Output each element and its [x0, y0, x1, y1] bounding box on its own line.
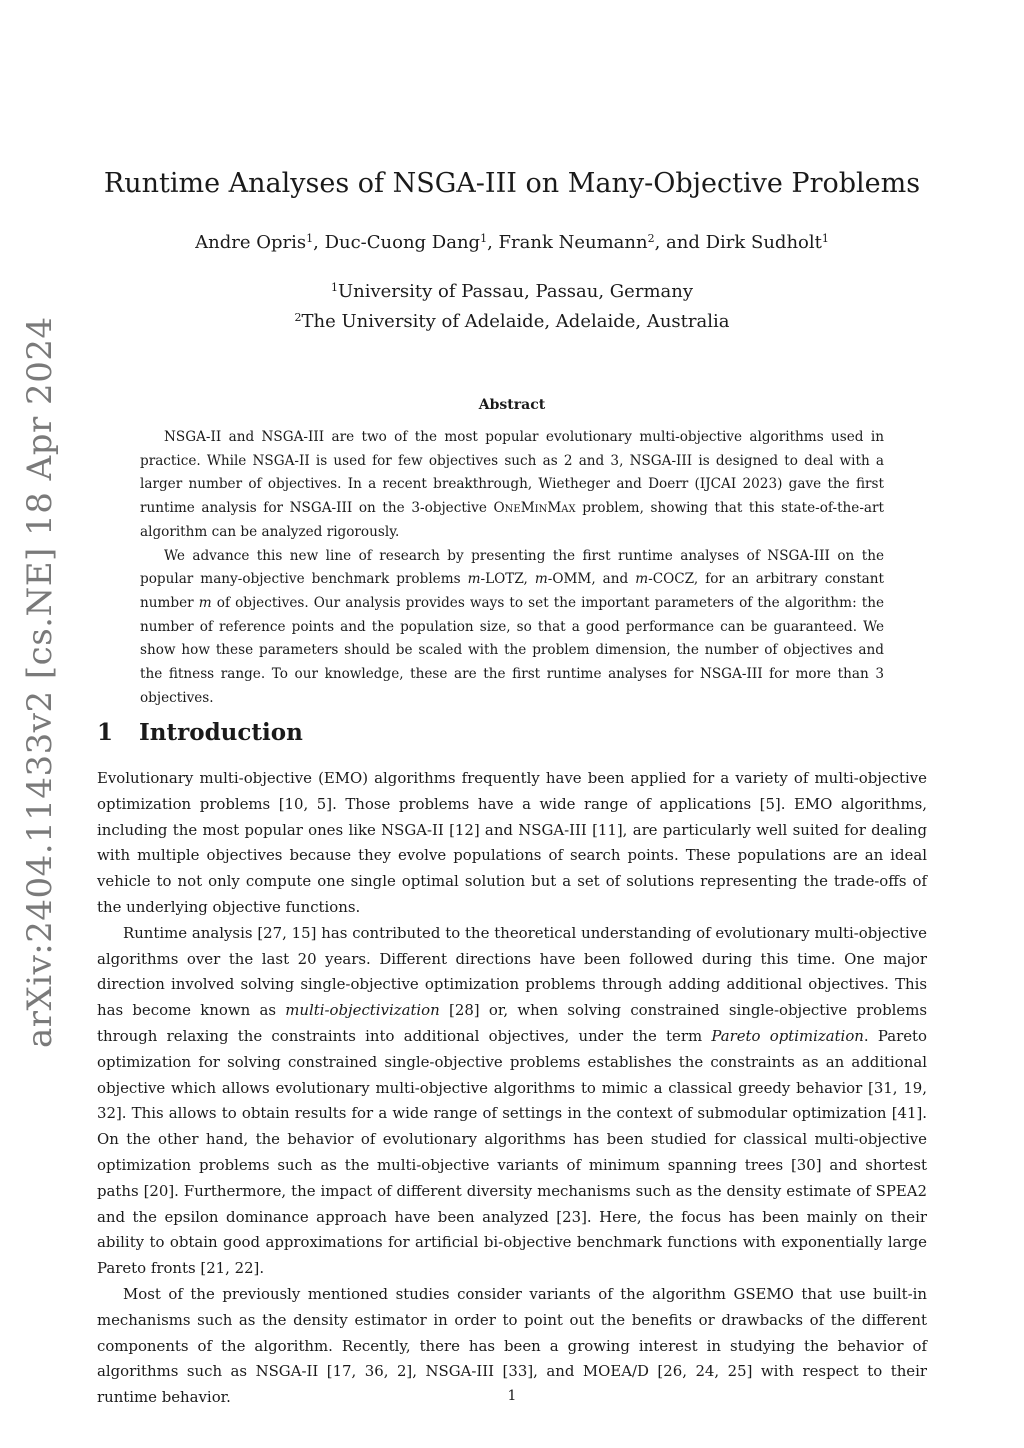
- affiliation-mark: 1: [330, 281, 338, 294]
- abstract-paragraph: NSGA-II and NSGA-III are two of the most popular evolutionary multi-objective algorithms used in practice. While NSGA-II is used for few objectives such as 2 and 3, NSGA-III is designed to deal with a larger number of objectives. In a recent breakthrough, Wietheger and Doerr (IJCAI 2023) gave the first runtime analysis for NSGA-III on the 3-objective OneMinMax problem, showing that this state-of-the-art algorithm can be analyzed rigorously.: [140, 429, 884, 540]
- affiliation-text: University of Passau, Passau, Germany: [337, 281, 694, 302]
- section-heading: [97, 719, 303, 746]
- section-title: Introduction: [139, 719, 303, 746]
- affiliation-1: [0, 281, 1024, 302]
- abstract-paragraph: We advance this new line of research by presenting the first runtime analyses of NSGA-III on the popular many-objective benchmark problems m-LOTZ, m-OMM, and m-COCZ, for an arbitrary constant number m of objectives. Our analysis provides ways to set the important parameters of the algorithm: the number of reference points and the population size, so that a good performance can be guaranteed. We show how these parameters should be scaled with the problem dimension, the number of objectives and the fitness range. To our knowledge, these are the first runtime analyses for NSGA-III for more than 3 objectives.: [140, 547, 885, 706]
- section-number: 1: [97, 719, 114, 746]
- emphasis: multi-objectivization: [285, 1001, 440, 1020]
- body-paragraph: Most of the previously mentioned studies consider variants of the algorithm GSEMO that use built-in mechanisms such as the density estimator in order to point out the benefits or drawbacks of the different components of the algorithm. Recently, there has been a growing interest in studying the behavior of algorithms such as NSGA-II [17, 36, 2], NSGA-III [33], and MOEA/D [26, 24, 25] with respect to their runtime behavior.: [97, 1284, 927, 1407]
- author-name: Frank Neumann: [498, 232, 648, 253]
- affiliation-mark: 2: [294, 311, 302, 324]
- math-var: m: [198, 594, 212, 611]
- body-paragraph: Evolutionary multi-objective (EMO) algorithms frequently have been applied for a variety of multi-objective optimization problems [10, 5]. Those problems have a wide range of applications [5]. EMO algorithms, including the most popular ones like NSGA-II [12] and NSGA-III [11], are particularly well suited for dealing with multiple objectives because they evolve populations of search points. These populations are an ideal vehicle to not only compute one single optimal solution but a set of solutions representing the trade-offs of the underlying objective functions.: [97, 769, 927, 916]
- author-name: Andre Opris: [195, 232, 307, 253]
- author-affiliation-mark: 1: [306, 232, 314, 245]
- abstract-body: [140, 426, 884, 710]
- author-affiliation-mark: 1: [480, 232, 488, 245]
- affiliation-text: The University of Adelaide, Adelaide, Australia: [301, 311, 730, 332]
- paper-title: Runtime Analyses of NSGA-III on Many-Objective Problems: [103, 168, 921, 199]
- affiliation-2: [0, 311, 1024, 332]
- author-name: Duc-Cuong Dang: [324, 232, 481, 253]
- arxiv-identifier: arXiv:2404.11433v2 [cs.NE] 18 Apr 2024: [20, 316, 60, 1048]
- author-list: Andre Opris$^1$, Duc-Cuong Dang$^1$, Frank Neumann$^2$, and Dirk Sudholt$^1$: [195, 232, 829, 253]
- problem-name: OneMinMax: [493, 500, 576, 517]
- abstract-heading: Abstract: [478, 397, 546, 413]
- math-var: m: [467, 571, 481, 588]
- author-affiliation-mark: 1: [821, 232, 829, 245]
- emphasis: Pareto optimization: [711, 1026, 864, 1045]
- section-body: [97, 766, 927, 1411]
- page-number: 1: [507, 1388, 517, 1404]
- author-name: Dirk Sudholt: [705, 232, 822, 253]
- author-affiliation-mark: 2: [647, 232, 655, 245]
- body-paragraph: Runtime analysis [27, 15] has contributed to the theoretical understanding of evolutionary multi-objective algorithms over the last 20 years. Different directions have been followed during this time. One major direction involved solving single-objective optimization problems through adding additional objectives. This has become known as multi-objectivization [28] or, when solving constrained single-objective problems through relaxing the constraints into additional objectives, under the term Pareto optimization. Pareto optimization for solving constrained single-objective problems establishes the constraints as an additional objective which allows evolutionary multi-objective algorithms to mimic a classical greedy behavior [31, 19, 32]. This allows to obtain results for a wide range of settings in the context of submodular optimization [41]. On the other hand, the behavior of evolutionary algorithms has been studied for classical multi-objective optimization problems such as the multi-objective variants of minimum spanning trees [30] and shortest paths [20]. Furthermore, the impact of different diversity mechanisms such as the density estimate of SPEA2 and the epsilon dominance approach have been analyzed [23]. Here, the focus has been mainly on their ability to obtain good approximations for artificial bi-objective benchmark functions with exponentially large Pareto fronts [21, 22].: [97, 923, 927, 1278]
- math-var: m: [534, 571, 548, 588]
- math-var: m: [635, 571, 649, 588]
